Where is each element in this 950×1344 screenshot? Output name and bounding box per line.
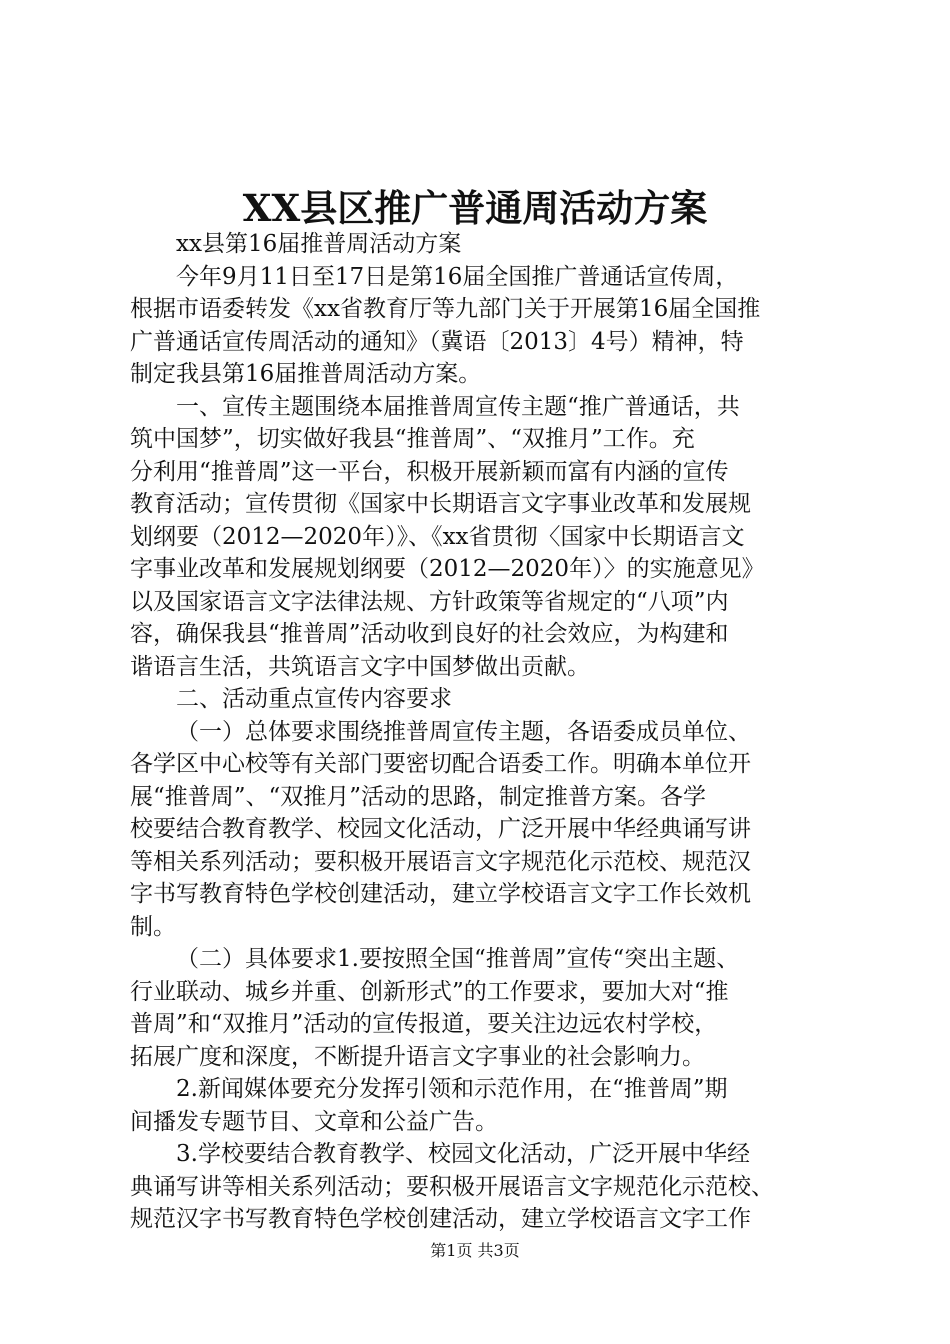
paragraph-first-line: 3.学校要结合教育教学、校园文化活动，广泛开展中华经 [176,1141,750,1167]
paragraph-line: 制。 [130,913,176,940]
paragraph-line: 字书写教育特色学校创建活动，建立学校语言文字工作长效机 [130,881,751,907]
paragraph-first-line: 一、宣传主题围绕本届推普周宣传主题“推广普通话，共 [176,393,740,420]
paragraph-first-line: xx县第16届推普周活动方案 [176,231,462,257]
paragraph-first-line: 二、活动重点宣传内容要求 [176,686,452,712]
paragraph-line: 各学区中心校等有关部门要密切配合语委工作。明确本单位开 [130,751,751,777]
paragraph-line: 谐语言生活，共筑语言文字中国梦做出贡献。 [130,653,590,680]
paragraph-line: 分利用“推普周”这一平台，积极开展新颖而富有内涵的宣传 [130,458,729,485]
paragraph-line: 拓展广度和深度，不断提升语言文字事业的社会影响力。 [130,1043,705,1070]
document-body [130,228,830,1236]
paragraph-line: 筑中国梦”，切实做好我县“推普周”、“双推月”工作。充 [130,426,695,452]
paragraph-line: 规范汉字书写教育特色学校创建活动，建立学校语言文字工作 [130,1206,751,1232]
paragraph-line: 以及国家语言文字法律法规、方针政策等省规定的“八项”内 [130,588,729,615]
paragraph-line: 典诵写讲等相关系列活动；要积极开展语言文字规范化示范校、 [130,1173,774,1200]
page-footer: 第1页 共3页 [430,1241,520,1260]
paragraph-line: 容，确保我县“推普周”活动收到良好的社会效应，为构建和 [130,621,729,647]
paragraph-line: 划纲要（2012—2020年）》、《xx省贯彻〈国家中长期语言文 [130,523,745,550]
paragraph-line: 字事业改革和发展规划纲要（2012—2020年）〉的实施意见》 [130,556,765,582]
paragraph-first-line: 2.新闻媒体要充分发挥引领和示范作用，在“推普周”期 [176,1076,728,1102]
paragraph-first-line: （二）具体要求1.要按照全国“推普周”宣传“突出主题、 [176,946,740,972]
paragraph-line: 广普通话宣传周活动的通知》（冀语〔2013〕4号）精神，特 [130,328,744,355]
paragraph-line: 普周”和“双推月”活动的宣传报道，要关注边远农村学校， [130,1011,718,1037]
paragraph-line: 教育活动；宣传贯彻《国家中长期语言文字事业改革和发展规 [130,491,751,517]
paragraph-first-line: （一）总体要求围绕推普周宣传主题，各语委成员单位、 [176,718,751,745]
paragraph-line: 展“推普周”、“双推月”活动的思路，制定推普方案。各学 [130,783,707,810]
document-title: XX县区推广普通周活动方案 [242,186,708,230]
paragraph-first-line: 今年9月11日至17日是第16届全国推广普通话宣传周， [176,263,739,290]
paragraph-line: 行业联动、城乡并重、创新形式”的工作要求，要加大对“推 [130,978,729,1005]
paragraph-line: 间播发专题节目、文章和公益广告。 [130,1108,498,1135]
paragraph-line: 等相关系列活动；要积极开展语言文字规范化示范校、规范汉 [130,848,751,875]
paragraph-line: 制定我县第16届推普周活动方案。 [130,361,482,387]
paragraph-line: 校要结合教育教学、校园文化活动，广泛开展中华经典诵写讲 [130,816,751,842]
paragraph-line: 根据市语委转发《xx省教育厅等九部门关于开展第16届全国推 [130,296,761,322]
